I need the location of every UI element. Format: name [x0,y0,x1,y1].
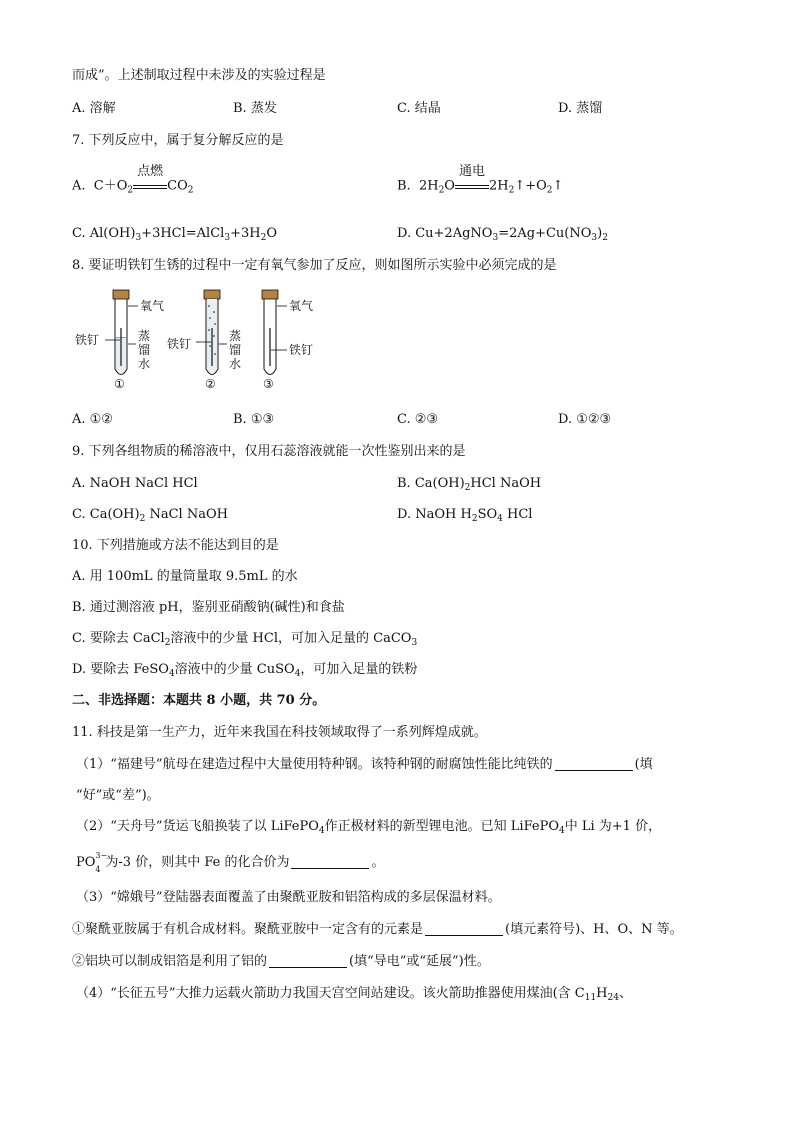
q7-option-d: D. $Cu+2AgNO_3=2Ag+Cu(NO_3)_2$ [397,226,608,243]
q6-option-a: A. 溶解 [72,101,116,116]
svg-text:馏: 馏 [229,343,242,357]
q8-option-b: B. ①③ [233,412,275,427]
q9-option-b: B. $Ca(OH)_2HCl$ NaOH [397,476,542,493]
label-tube-3: ③ [263,377,274,391]
test-tube-1 [105,290,138,375]
label-tube-1: ① [114,377,125,391]
test-tube-figure [72,284,332,394]
q10-option-d: D. 要除去 FeSO$_4$溶液中的少量 CuSO$_4$，可加入足量的铁粉 [72,662,418,679]
question-9-stem: 9. 下列各组物质的稀溶液中，仅用石蕊溶液就能一次性鉴别出来的是 [72,444,466,459]
q10-option-c: C. 要除去 CaCl$_2$溶液中的少量 HCl，可加入足量的 CaCO$_3$ [72,631,418,648]
q10-option-a: A. 用 100mL 的量筒量取 9.5mL 的水 [72,569,298,584]
q8-option-a: A. ①② [72,412,113,427]
question-11-stem: 11. 科技是第一生产力，近年来我国在科技领域取得了一系列辉煌成就。 [72,725,487,740]
reaction-condition: 通电 [455,176,489,196]
q6-option-b: B. 蒸发 [233,101,277,116]
svg-text:蒸: 蒸 [229,329,242,343]
label-nail-3: 铁钉 [289,343,314,357]
q6-option-c: C. 结晶 [397,101,441,116]
label-oxygen-3: 氧气 [289,299,314,313]
q11-part-2-cont: PO 3− 4 为-3 价，则其中 Fe 的化合价为 。 [76,851,385,874]
svg-text:蒸: 蒸 [138,329,151,343]
q6-option-d: D. 蒸馏 [558,101,603,116]
q11-part-1-cont: “好”或“差”)。 [76,788,160,803]
q7-option-c: C. $Al(OH)_3+3HCl=AlCl_3+3H_2O$ [72,226,277,243]
q9-option-d: D. NaOH $H_2SO_4$ HCl [397,507,533,524]
section-heading: 二、非选择题：本题共 8 小题，共 70 分。 [72,693,326,708]
q8-option-d: D. ①②③ [558,412,612,427]
answer-blank [269,953,347,968]
question-6-stem-tail: 而成”。上述制取过程中未涉及的实验过程是 [72,68,326,83]
q11-part-3-2: ②铝块可以制成铝箔是利用了铝的 (填“导电”或“延展”)性。 [72,954,490,969]
test-tube-2 [196,290,227,375]
q7-option-b: B. $2H_2O$ 通电 $2H_2↑+O_2↑$ [397,164,564,196]
svg-text:水: 水 [229,357,242,371]
q11-part-1: （1）“福建号”航母在建造过程中大量使用特种钢。该特种钢的耐腐蚀性能比纯铁的 (填 [76,757,653,772]
label-nail-1: 铁钉 [75,333,100,347]
question-10-stem: 10. 下列措施或方法不能达到目的是 [72,538,279,553]
svg-text:馏: 馏 [138,343,151,357]
answer-blank [425,921,503,936]
answer-blank [555,756,633,771]
question-8-stem: 8. 要证明铁钉生锈的过程中一定有氧气参加了反应，则如图所示实验中必须完成的是 [72,258,557,273]
reaction-condition: 点燃 [133,176,167,196]
q9-option-a: A. NaOH NaCl HCl [72,476,198,491]
answer-blank [291,854,369,869]
label-nail-2: 铁钉 [167,337,192,351]
q11-part-4: （4）“长征五号”大推力运载火箭助力我国天宫空间站建设。该火箭助推器使用煤油(含 $C_{11}H_{24}$、 [76,986,632,1003]
q11-part-2: （2）“天舟号”货运飞船换装了以 LiFePO$_4$作正极材料的新型锂电池。已知 LiFePO$_4$中 Li 为+1 价， [76,819,662,836]
q10-option-b: B. 通过测溶液 pH，鉴别亚硝酸钠(碱性)和食盐 [72,600,345,615]
q9-option-c: C. $Ca(OH)_2$ NaCl NaOH [72,507,228,524]
q11-part-3: （3）“嫦娥号”登陆器表面覆盖了由聚酰亚胺和铝箔构成的多层保温材料。 [76,890,501,905]
label-tube-2: ② [205,377,216,391]
q11-part-3-1: ①聚酰亚胺属于有机合成材料。聚酰亚胺中一定含有的元素是 (填元素符号)、H、O、N 等。 [72,922,683,937]
q8-option-c: C. ②③ [397,412,439,427]
question-7-stem: 7. 下列反应中，属于复分解反应的是 [72,133,284,148]
q7-option-a: A. $C+O_2$ 点燃 $CO_2$ [72,164,194,196]
label-oxygen-1: 氧气 [140,299,165,313]
test-tube-3 [262,290,287,375]
svg-text:水: 水 [138,357,151,371]
